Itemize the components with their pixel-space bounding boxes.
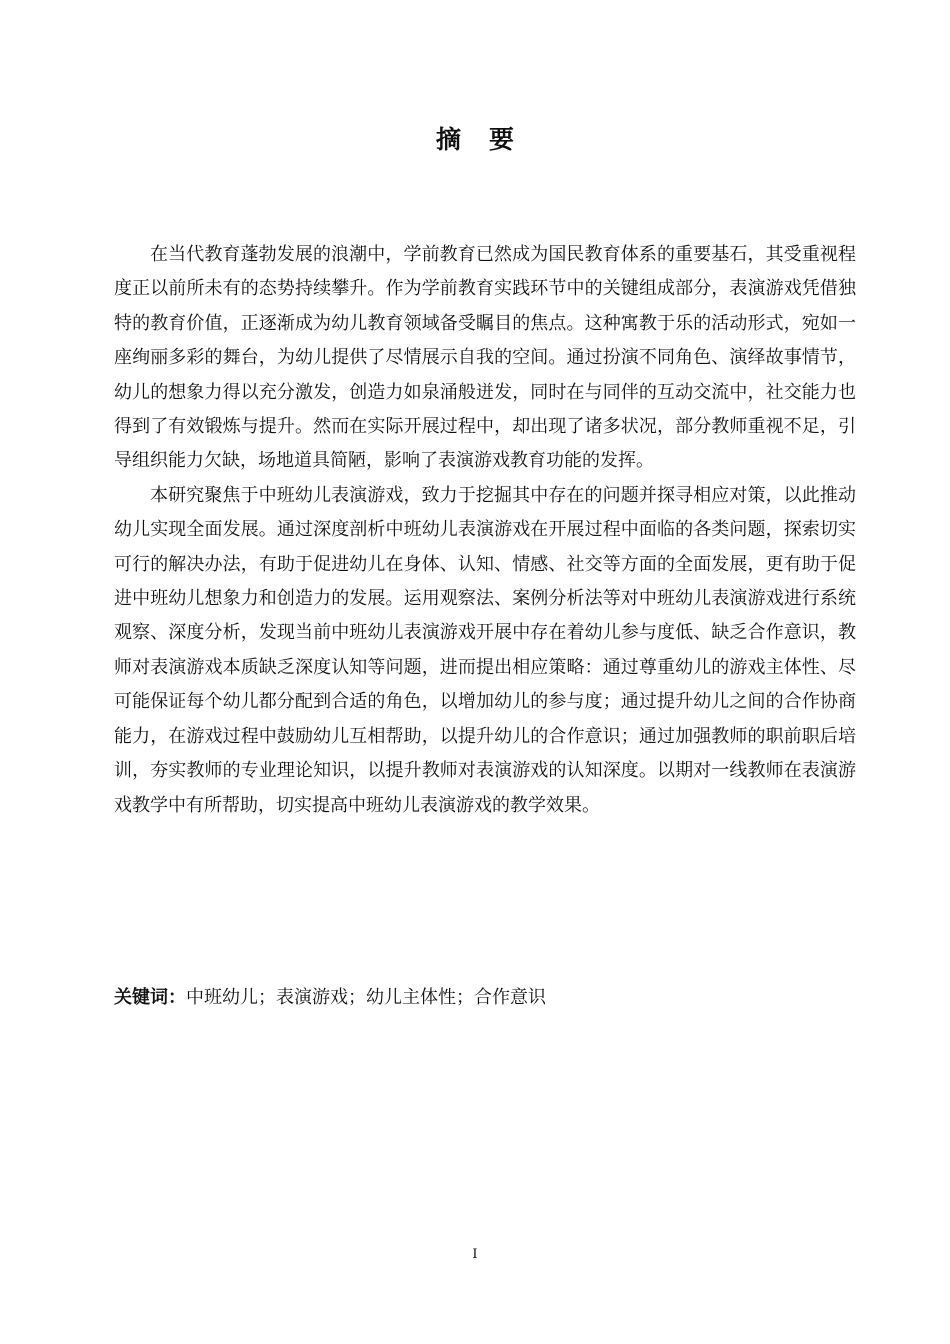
abstract-title: 摘要 — [435, 125, 542, 154]
abstract-paragraph-2: 本研究聚焦于中班幼儿表演游戏，致力于挖掘其中存在的问题并探寻相应对策，以此推动幼儿实现全面发展。通过深度剖析中班幼儿表演游戏在开展过程中面临的各类问题，探索切实可行的解决办法，有助于促进幼儿在身体、认知、情感、社交等方面的全面发展，更有助于促进中班幼儿想象力和创造力的发展。运用观察法、案例分析法等对中班幼儿表演游戏进行系统观察、深度分析，发现当前中班幼儿表演游戏开展中存在着幼儿参与度低、缺乏合作意识，教师对表演游戏本质缺乏深度认知等问题，进而提出相应策略：通过尊重幼儿的游戏主体性、尽可能保证每个幼儿都分配到合适的角色，以增加幼儿的参与度；通过提升幼儿之间的合作协商能力，在游戏过程中鼓励幼儿互相帮助，以提升幼儿的合作意识；通过加强教师的职前职后培训，夯实教师的专业理论知识，以提升教师对表演游戏的认知深度。以期对一线教师在表演游戏教学中有所帮助，切实提高中班幼儿表演游戏的教学效果。 — [114, 484, 856, 816]
abstract-body — [114, 238, 856, 823]
keywords-label: 关键词： — [114, 987, 186, 1008]
keywords-line — [114, 981, 856, 1015]
page-number: I — [472, 1247, 478, 1262]
keywords-text: 中班幼儿；表演游戏；幼儿主体性；合作意识 — [186, 987, 546, 1008]
abstract-paragraph-1: 在当代教育蓬勃发展的浪潮中，学前教育已然成为国民教育体系的重要基石，其受重视程度正以前所未有的态势持续攀升。作为学前教育实践环节中的关键组成部分，表演游戏凭借独特的教育价值，正逐渐成为幼儿教育领域备受瞩目的焦点。这种寓教于乐的活动形式，宛如一座绚丽多彩的舞台，为幼儿提供了尽情展示自我的空间。通过扮演不同角色、演绎故事情节，幼儿的想象力得以充分激发，创造力如泉涌般迸发，同时在与同伴的互动交流中，社交能力也得到了有效锻炼与提升。然而在实际开展过程中，却出现了诸多状况，部分教师重视不足，引导组织能力欠缺，场地道具简陋，影响了表演游戏教育功能的发挥。 — [114, 244, 856, 472]
